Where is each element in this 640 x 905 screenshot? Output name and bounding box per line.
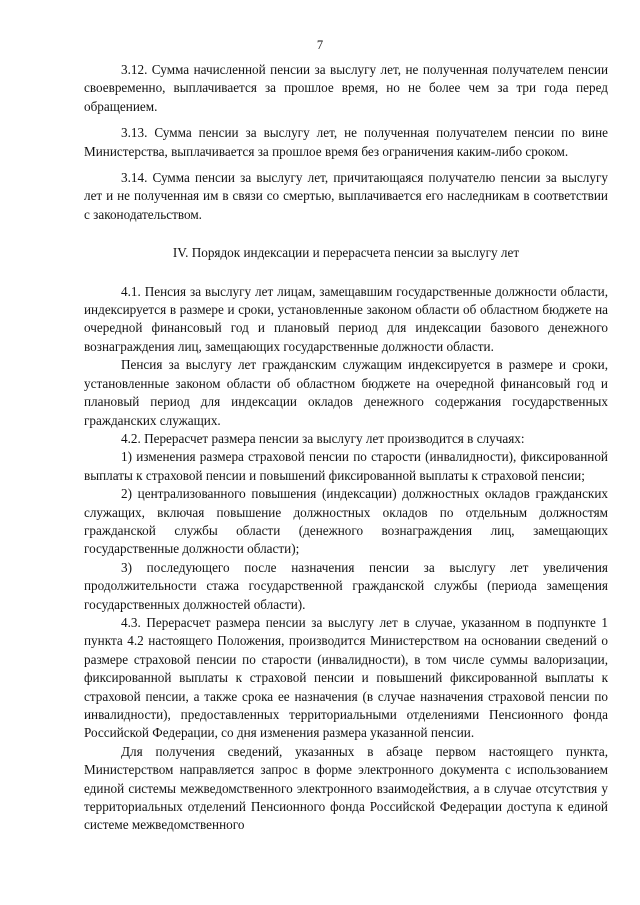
paragraph-3-13: 3.13. Сумма пенсии за выслугу лет, не полученная получателем пенсии по вине Министерства, выплачивается за прошлое время без ограничения каким-либо сроком.: [84, 125, 608, 159]
list-item-4-2-1: 1) изменения размера страховой пенсии по старости (инвалидности), фиксированной выплаты к страховой пенсии и повышений фиксированной выплаты к страховой пенсии;: [84, 449, 608, 483]
paragraph-4-3-continued: Для получения сведений, указанных в абзаце первом настоящего пункта, Министерством направляется запрос в форме электронного документа с использованием единой системы межведомственного электронного взаимодействия, а в случае отсутствия у территориальных отделений Пенсионного фонда Российской Федерации доступа к единой системе межведомственного: [84, 743, 608, 833]
page-number: 7: [316, 38, 324, 52]
list-item-4-2-3: 3) последующего после назначения пенсии за выслугу лет увеличения продолжительности стажа государственной гражданской службы (периода замещения государственных должностей области).: [84, 559, 608, 612]
paragraph-4-2: 4.2. Перерасчет размера пенсии за выслугу лет производится в случаях:: [121, 430, 525, 446]
paragraph-3-12: 3.12. Сумма начисленной пенсии за выслугу лет, не полученная получателем пенсии своевременно, выплачивается за прошлое время, но не более чем за три года перед обращением.: [84, 62, 608, 114]
list-item-4-2-2: 2) централизованного повышения (индексации) должностных окладов гражданских служащих, включая повышение должностных окладов по отдельным должностям гражданской службы области (денежного вознаграждения лиц, замещающих государственные должности области);: [84, 486, 608, 557]
document-body: [84, 61, 608, 835]
paragraph-4-1: 4.1. Пенсия за выслугу лет лицам, замещавшим государственные должности области, индексируется в размере и сроки, установленные законом области об областном бюджете на очередной финансовый год и плановый период для индексации базового денежного вознаграждения лиц, замещающих государственные должности области.: [84, 283, 608, 354]
paragraph-4-3: 4.3. Перерасчет размера пенсии за выслугу лет в случае, указанном в подпункте 1 пункта 4.2 настоящего Положения, производится Министерством на основании сведений о размере страховой пенсии по старости (инвалидности), в том числе суммы валоризации, фиксированной выплаты к страховой пенсии и повышений фиксированной выплаты к страховой пенсии, а также срока ее назначения (в случае назначения страховой пенсии по инвалидности), предоставленных территориальными отделениями Пенсионного фонда Российской Федерации, со дня изменения размера указанной пенсии.: [84, 614, 608, 741]
paragraph-4-1-continued: Пенсия за выслугу лет гражданским служащим индексируется в размере и сроки, установленные законом области об областном бюджете на очередной финансовый год и плановый период для индексации окладов денежного содержания государственных гражданских служащих.: [84, 357, 608, 428]
section-heading: IV. Порядок индексации и перерасчета пенсии за выслугу лет: [172, 245, 520, 261]
paragraph-3-14: 3.14. Сумма пенсии за выслугу лет, причитающаяся получателю пенсии за выслугу лет и не полученная им в связи со смертью, выплачивается его наследникам в соответствии с законодательством.: [84, 170, 608, 222]
